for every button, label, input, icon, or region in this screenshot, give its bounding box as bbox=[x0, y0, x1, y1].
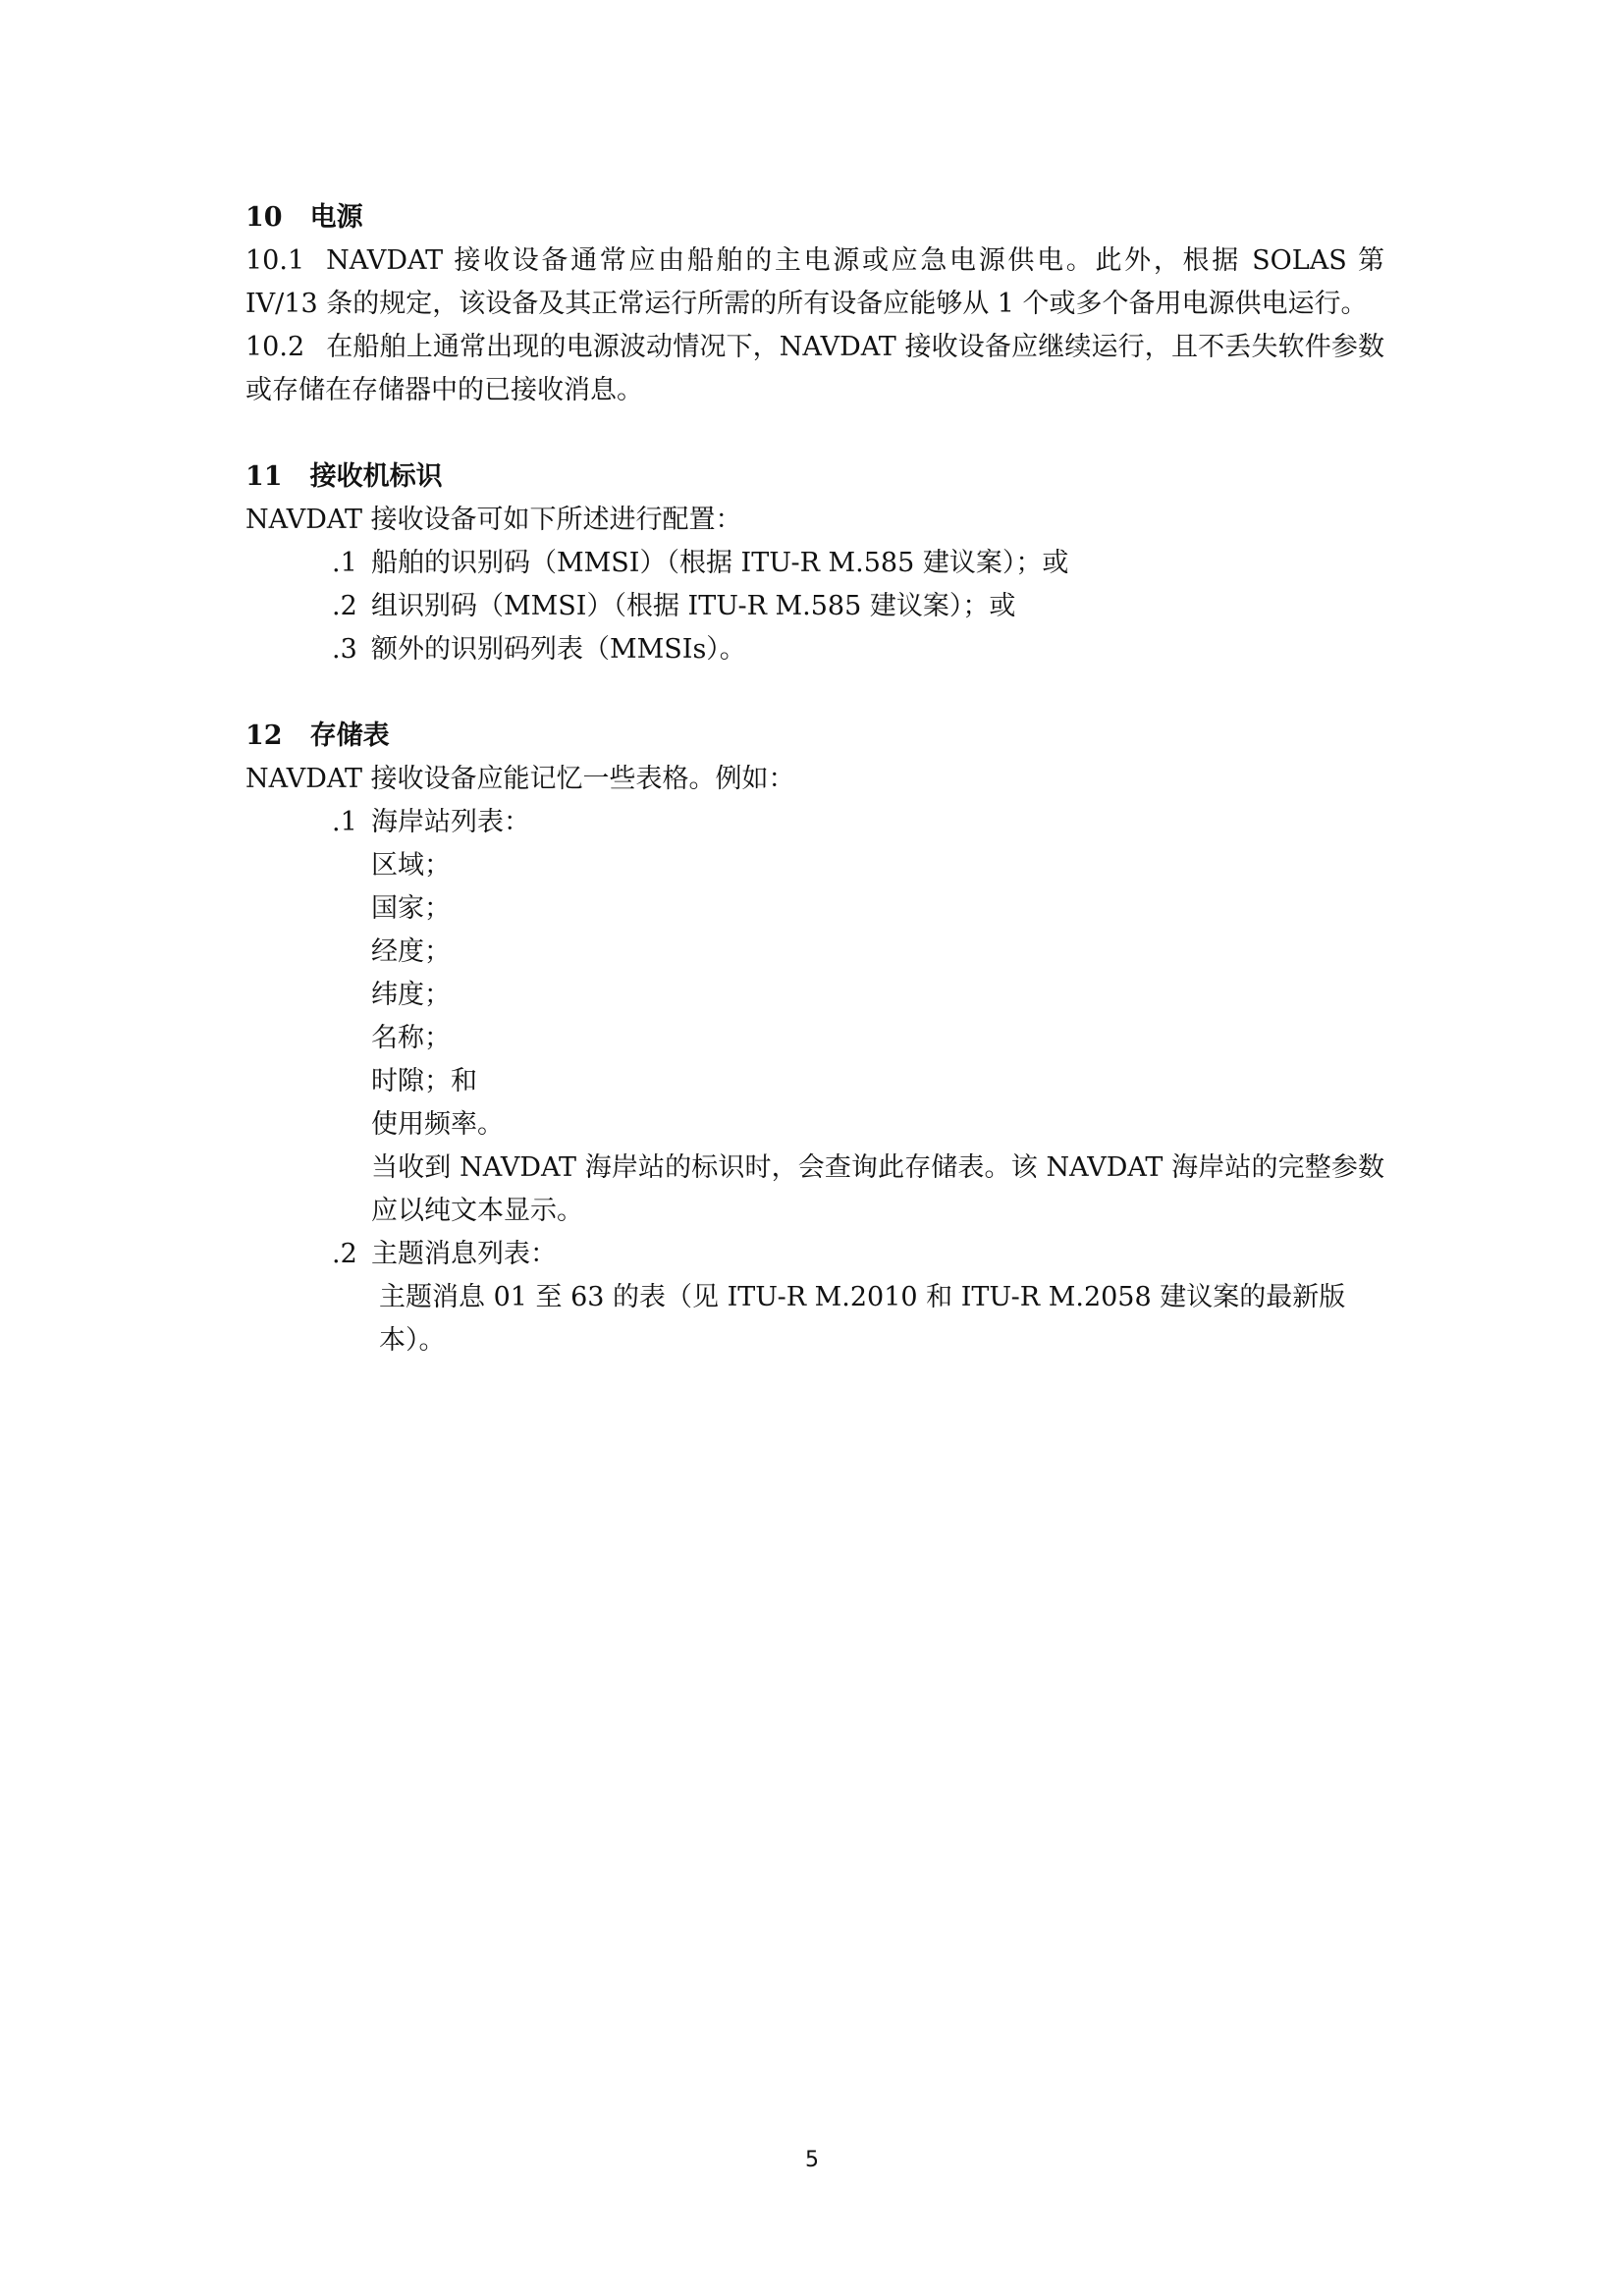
list-marker: .3 bbox=[332, 634, 357, 665]
list-item bbox=[332, 801, 1384, 844]
section-heading bbox=[245, 715, 1384, 758]
field-item: 国家； bbox=[371, 893, 451, 924]
paragraph-text: 在船舶上通常出现的电源波动情况下，NAVDAT 接收设备应继续运行，且不丢失软件参数或存储在存储器中的已接收消息。 bbox=[245, 332, 1384, 405]
paragraph-number: 10.2 bbox=[245, 332, 305, 362]
field-item: 名称； bbox=[371, 1023, 451, 1053]
section-title: 接收机标识 bbox=[309, 461, 443, 492]
field-item: 经度； bbox=[371, 936, 451, 967]
paragraph-text: NAVDAT 接收设备通常应由船舶的主电源或应急电源供电。此外，根据 SOLAS 第 IV/13 条的规定，该设备及其正常运行所需的所有设备应能够从 1 个或多个备用电源供电运行。 bbox=[245, 245, 1384, 319]
section-number: 11 bbox=[245, 461, 283, 492]
section-intro: NAVDAT 接收设备应能记忆一些表格。例如： bbox=[245, 764, 795, 794]
section-title: 电源 bbox=[309, 202, 363, 233]
coast-station-note: 当收到 NAVDAT 海岸站的标识时，会查询此存储表。该 NAVDAT 海岸站的完整参数应以纯文本显示。 bbox=[371, 1152, 1384, 1226]
page-number: 5 bbox=[805, 2148, 819, 2172]
subject-message-text: 主题消息 01 至 63 的表（见 ITU-R M.2010 和 ITU-R M.2058 建议案的最新版本）。 bbox=[379, 1282, 1346, 1356]
list-marker: .1 bbox=[332, 548, 357, 578]
field-item: 使用频率。 bbox=[371, 1109, 504, 1140]
field-item: 时隙；和 bbox=[371, 1066, 477, 1096]
list-marker: .2 bbox=[332, 591, 357, 621]
section-intro: NAVDAT 接收设备可如下所述进行配置： bbox=[245, 505, 742, 535]
list-item-text: 船舶的识别码（MMSI）（根据 ITU-R M.585 建议案）；或 bbox=[371, 548, 1069, 578]
table-list bbox=[245, 1233, 1384, 1276]
paragraph-number: 10.1 bbox=[245, 245, 305, 276]
field-item: 纬度； bbox=[371, 980, 451, 1010]
section-heading bbox=[245, 455, 1384, 499]
section-10 bbox=[245, 196, 1384, 412]
list-item bbox=[332, 542, 1384, 585]
section-12 bbox=[245, 715, 1384, 1362]
section-number: 12 bbox=[245, 721, 283, 751]
list-item bbox=[332, 585, 1384, 628]
list-item-text: 组识别码（MMSI）（根据 ITU-R M.585 建议案）；或 bbox=[371, 591, 1016, 621]
section-heading bbox=[245, 196, 1384, 240]
coast-station-fields bbox=[245, 844, 1384, 1147]
section-title: 存储表 bbox=[309, 721, 390, 751]
list-item bbox=[332, 1233, 1384, 1276]
section-11 bbox=[245, 455, 1384, 671]
list-item-title: 海岸站列表： bbox=[371, 807, 530, 837]
list-item-text: 额外的识别码列表（MMSIs）。 bbox=[371, 634, 746, 665]
list-marker: .2 bbox=[332, 1239, 357, 1269]
list-item-title: 主题消息列表： bbox=[371, 1239, 557, 1269]
field-item: 区域； bbox=[371, 850, 451, 881]
identifier-list bbox=[245, 542, 1384, 671]
list-marker: .1 bbox=[332, 807, 357, 837]
paragraph-10-1 bbox=[245, 240, 1384, 326]
paragraph-10-2 bbox=[245, 326, 1384, 412]
list-item bbox=[332, 628, 1384, 671]
table-list bbox=[245, 801, 1384, 844]
section-number: 10 bbox=[245, 202, 283, 233]
document-body bbox=[245, 196, 1384, 1406]
